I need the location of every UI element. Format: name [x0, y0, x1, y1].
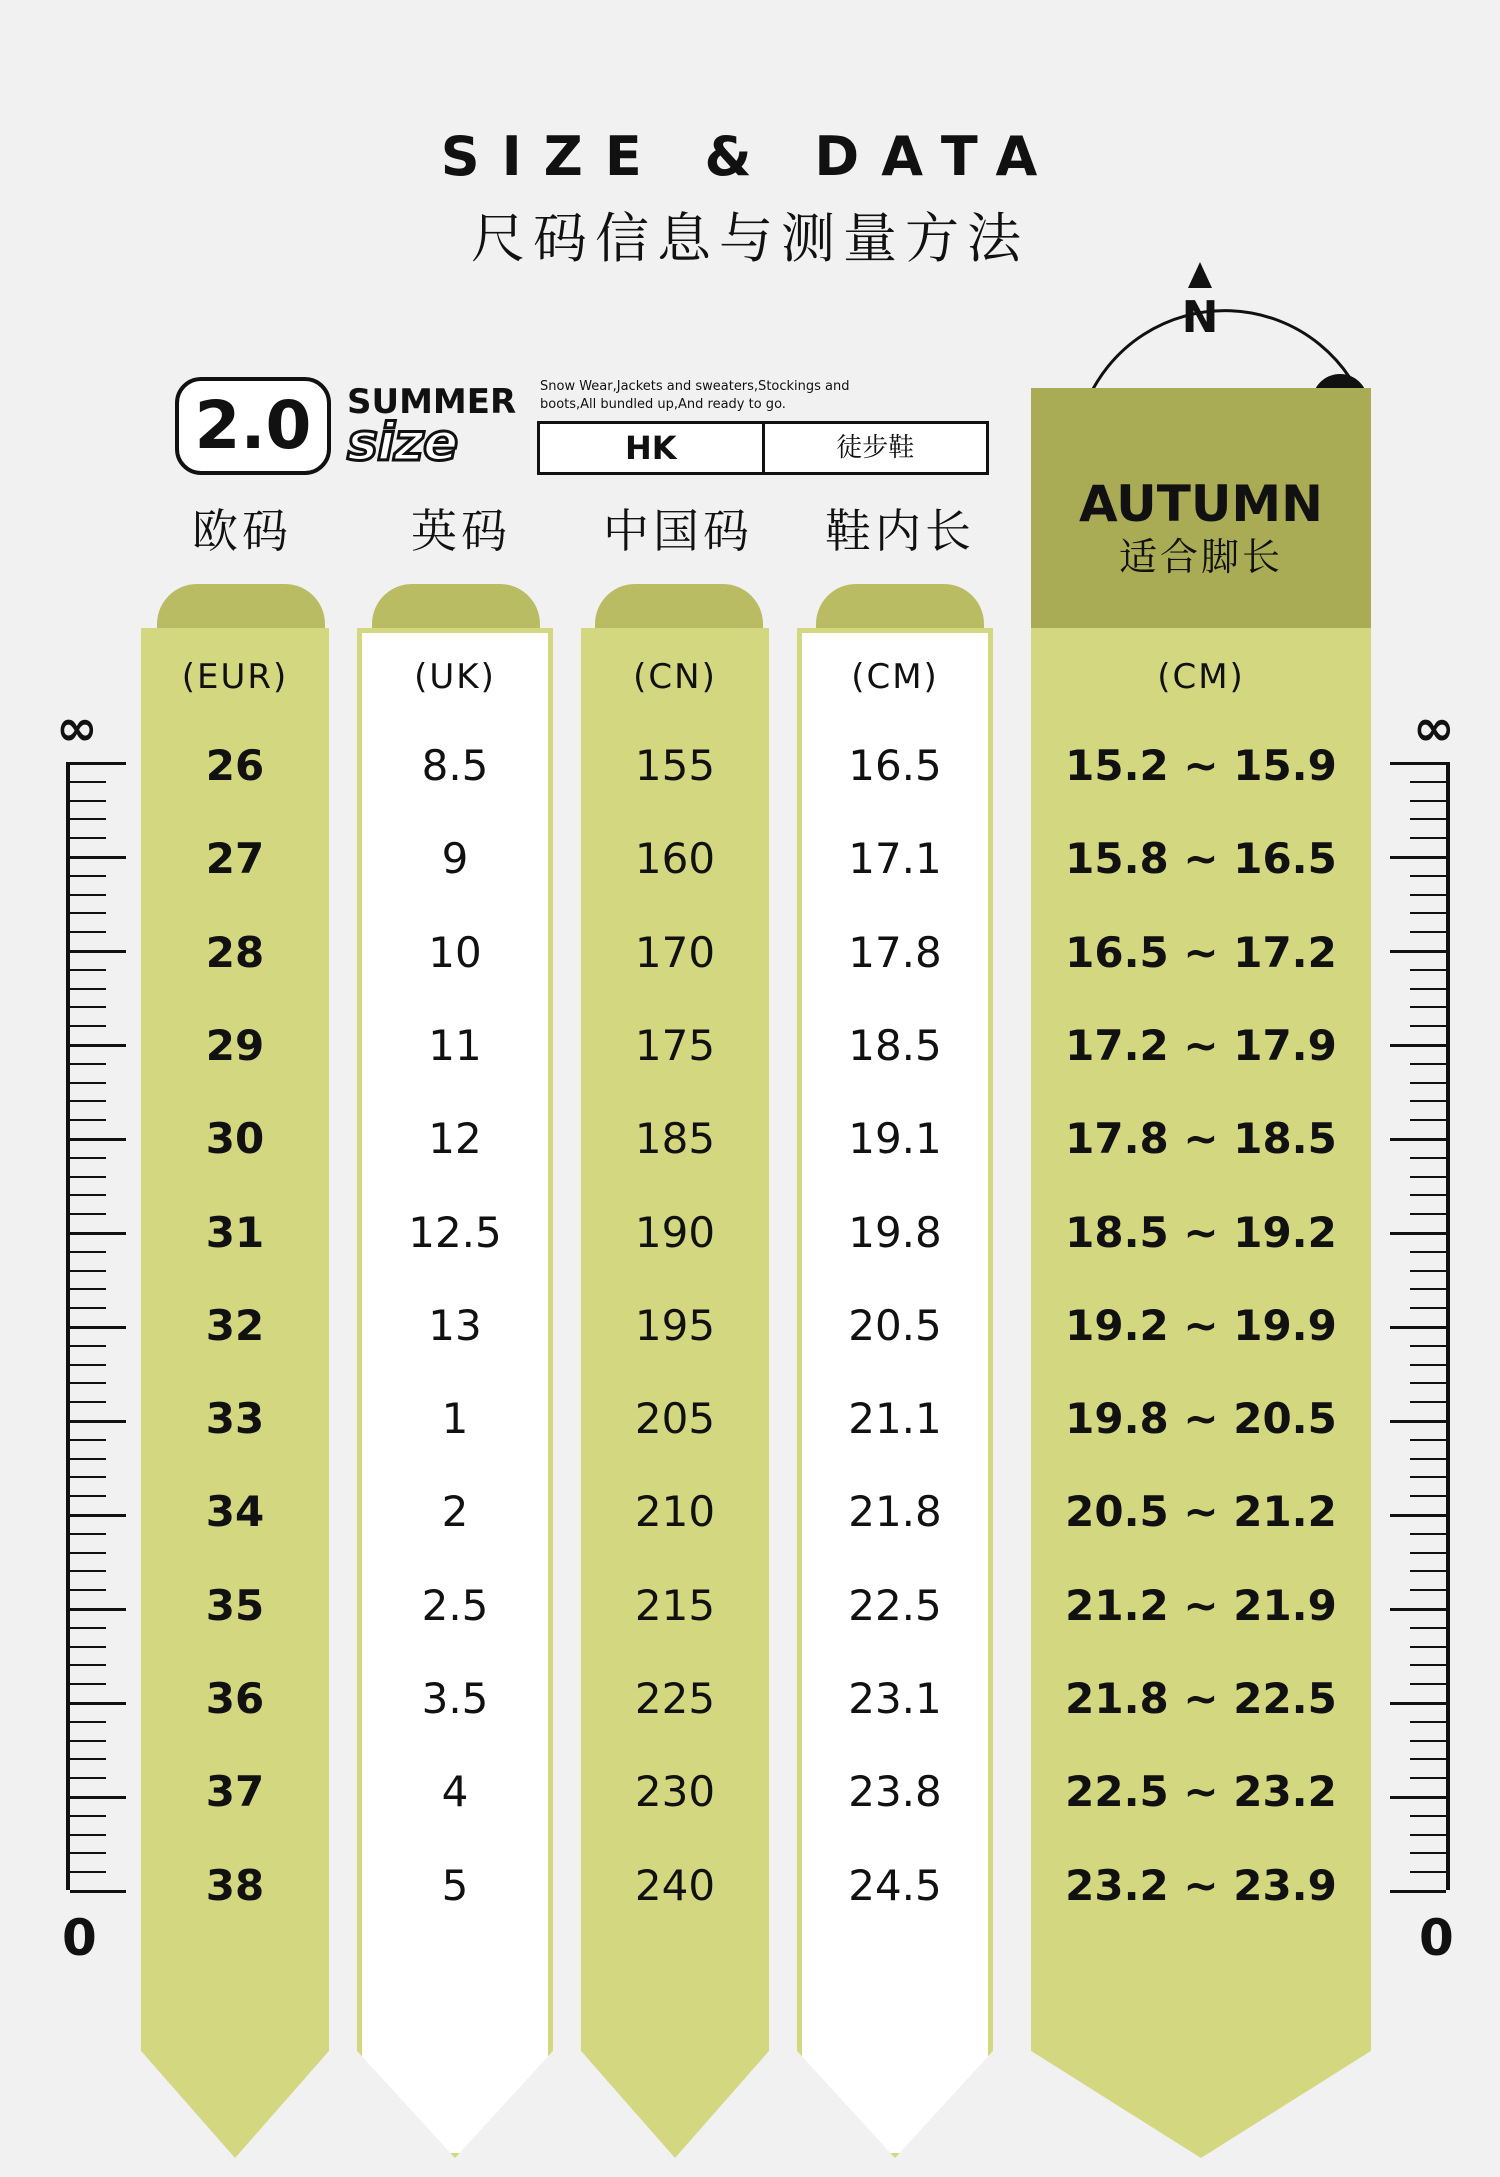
ruler-tick: [70, 1758, 106, 1760]
ruler-tick: [1390, 1608, 1446, 1611]
unit-cm: (CM): [851, 657, 939, 697]
ruler-tick: [1410, 1364, 1446, 1366]
page-title-en: SIZE & DATA: [440, 125, 1060, 188]
unit-uk: (UK): [414, 657, 496, 697]
ruler-tick: [70, 969, 106, 971]
ruler-tick: [70, 1777, 106, 1779]
unit-eur: (EUR): [181, 657, 289, 697]
ruler-tick: [1410, 1401, 1446, 1403]
ruler-tick: [70, 1552, 106, 1554]
cell-fit: 19.8 ~ 20.5: [1065, 1394, 1337, 1444]
cell-cn: 155: [634, 741, 716, 790]
ruler-tick: [70, 1345, 106, 1347]
ruler-tick: [1410, 1664, 1446, 1666]
cell-uk: 3.5: [421, 1674, 489, 1723]
cell-cn: 205: [634, 1394, 716, 1444]
ruler-tick: [70, 762, 126, 765]
ruler-tick: [70, 1514, 126, 1517]
ruler-tick: [1410, 1213, 1446, 1215]
ruler-tick: [1390, 1044, 1446, 1047]
column-header-uk: 英码: [411, 504, 511, 558]
ruler-tick: [1410, 1307, 1446, 1309]
ruler-tick: [1410, 1627, 1446, 1629]
ruler-tick: [1390, 1138, 1446, 1141]
cell-eur: 27: [205, 834, 265, 884]
ruler-tick: [1410, 1476, 1446, 1478]
ruler-tick: [70, 1420, 126, 1423]
ruler-tick: [70, 1044, 126, 1047]
cell-cn: 215: [634, 1580, 716, 1630]
ruler-tick: [70, 1138, 126, 1141]
ruler-tick: [70, 875, 106, 877]
ruler-tick: [70, 1646, 106, 1648]
ruler-tick: [1410, 1646, 1446, 1648]
hk-label-box: [537, 421, 989, 475]
cell-fit: 21.8 ~ 22.5: [1065, 1674, 1337, 1723]
ruler-tick: [1410, 931, 1446, 933]
cell-fit: 17.2 ~ 17.9: [1065, 1020, 1337, 1070]
ruler-tick: [70, 1025, 106, 1027]
ruler-tick: [1410, 1589, 1446, 1591]
ruler-left-bottom-label: 0: [62, 1909, 97, 1967]
ruler-tick: [70, 1100, 106, 1102]
ruler-tick: [70, 781, 106, 783]
cell-eur: 36: [205, 1674, 265, 1723]
cell-cm: 18.5: [848, 1020, 942, 1070]
ruler-tick: [1390, 1890, 1446, 1893]
cell-cn: 225: [634, 1674, 716, 1723]
unit-fit: (CM): [1157, 657, 1245, 697]
cell-cm: 16.5: [848, 741, 942, 790]
cell-eur: 37: [205, 1767, 265, 1817]
ruler-tick: [1410, 1815, 1446, 1817]
cell-eur: 35: [205, 1580, 265, 1630]
ruler-tick: [1410, 912, 1446, 914]
ruler-tick: [70, 818, 106, 820]
ruler-spine: [1446, 762, 1450, 1890]
ruler-tick: [1390, 1702, 1446, 1705]
ruler-tick: [70, 1458, 106, 1460]
cell-uk: 2.5: [421, 1580, 489, 1630]
ruler-tick: [70, 1796, 126, 1799]
ruler-tick: [70, 1627, 106, 1629]
cell-cm: 19.8: [848, 1207, 942, 1257]
ruler-tick: [70, 1890, 126, 1893]
ruler-tick: [70, 1288, 106, 1290]
ruler-tick: [1410, 1006, 1446, 1008]
cell-eur: 28: [205, 927, 265, 977]
cell-fit: 15.2 ~ 15.9: [1065, 741, 1337, 790]
cell-uk: 10: [428, 927, 482, 977]
ruler-tick: [70, 1664, 106, 1666]
cell-cn: 175: [634, 1020, 716, 1070]
column-tab: [372, 584, 540, 632]
ruler-tick: [1410, 1082, 1446, 1084]
ruler-tick: [70, 1740, 106, 1742]
cell-fit: 16.5 ~ 17.2: [1065, 927, 1337, 977]
column-header-eur: 欧码: [192, 504, 292, 558]
column-header-cm: 鞋内长: [825, 504, 975, 558]
cell-fit: 22.5 ~ 23.2: [1065, 1767, 1337, 1817]
ruler-tick: [70, 1495, 106, 1497]
hiking-shoe-label: 徒步鞋: [836, 433, 915, 463]
ruler-right-top-label: ∞: [1413, 699, 1455, 757]
ruler-tick: [70, 1570, 106, 1572]
ruler-tick: [1410, 1288, 1446, 1290]
ruler-tick: [1410, 1758, 1446, 1760]
ruler-tick: [1410, 1721, 1446, 1723]
cell-eur: 26: [205, 741, 265, 790]
ruler-tick: [70, 1176, 106, 1178]
ruler-tick: [70, 931, 106, 933]
ruler-tick: [1410, 1834, 1446, 1836]
ruler-tick: [1410, 837, 1446, 839]
version-badge: 2.0: [175, 377, 331, 475]
ruler-tick: [70, 1834, 106, 1836]
ruler-tick: [1410, 1740, 1446, 1742]
column-header-cn: 中国码: [603, 504, 753, 558]
column-tab: [816, 584, 984, 632]
ruler-tick: [70, 1270, 106, 1272]
cell-cm: 17.1: [848, 834, 942, 884]
cell-fit: 19.2 ~ 19.9: [1065, 1300, 1337, 1350]
ruler-tick: [1390, 762, 1446, 765]
cell-cn: 190: [634, 1207, 716, 1257]
ruler-tick: [70, 1364, 106, 1366]
ruler-tick: [1410, 1852, 1446, 1854]
cell-cn: 195: [634, 1300, 716, 1350]
hk-label: HK: [540, 424, 765, 472]
ruler-tick: [70, 894, 106, 896]
cell-cm: 20.5: [848, 1300, 942, 1350]
ruler-tick: [70, 1852, 106, 1854]
ruler-tick: [1410, 1194, 1446, 1196]
ruler-tick: [1410, 1025, 1446, 1027]
cell-fit: 18.5 ~ 19.2: [1065, 1207, 1337, 1257]
ruler-tick: [1410, 1871, 1446, 1873]
ruler-tick: [1410, 1251, 1446, 1253]
cell-uk: 2: [441, 1487, 469, 1537]
ruler-tick: [70, 1006, 106, 1008]
cell-fit: 20.5 ~ 21.2: [1065, 1487, 1337, 1537]
ruler-tick: [70, 988, 106, 990]
cell-eur: 32: [205, 1300, 265, 1350]
ruler-tick: [70, 1815, 106, 1817]
brand-blurb: Snow Wear,Jackets and sweaters,Stockings and boots,All bundled up,And ready to go.: [540, 379, 850, 412]
cell-uk: 1: [441, 1394, 469, 1444]
ruler-tick: [1410, 1345, 1446, 1347]
cell-eur: 29: [205, 1020, 265, 1070]
ruler-left-top-label: ∞: [56, 699, 98, 757]
cell-eur: 34: [205, 1487, 265, 1537]
ruler-tick: [1410, 875, 1446, 877]
ruler-tick: [1410, 818, 1446, 820]
ruler-tick: [70, 856, 126, 859]
ruler-tick: [1410, 1439, 1446, 1441]
ruler-tick: [70, 1157, 106, 1159]
ruler-tick: [1410, 988, 1446, 990]
cell-uk: 9: [441, 834, 469, 884]
ruler-tick: [1390, 1420, 1446, 1423]
cell-cm: 23.8: [848, 1767, 942, 1817]
cell-eur: 31: [205, 1207, 265, 1257]
ruler-right-bottom-label: 0: [1419, 1909, 1454, 1967]
cell-cn: 185: [634, 1114, 716, 1164]
ruler-tick: [1410, 1382, 1446, 1384]
ruler-tick: [1410, 1119, 1446, 1121]
ruler-tick: [1410, 1100, 1446, 1102]
cell-uk: 13: [428, 1300, 482, 1350]
cell-eur: 33: [205, 1394, 265, 1444]
ruler-tick: [1410, 1176, 1446, 1178]
ruler-tick: [70, 1119, 106, 1121]
cell-cn: 210: [634, 1487, 716, 1537]
ruler-tick: [70, 1439, 106, 1441]
unit-cn: (CN): [633, 657, 717, 697]
size-logo-word: size: [347, 413, 458, 473]
ruler-tick: [1410, 1777, 1446, 1779]
cell-cm: 19.1: [848, 1114, 942, 1164]
ruler-tick: [1410, 781, 1446, 783]
cell-eur: 30: [205, 1114, 265, 1164]
summer-label: SUMMER: [347, 382, 517, 422]
autumn-title: AUTUMN: [1078, 475, 1324, 533]
cell-uk: 11: [428, 1020, 482, 1070]
cell-cm: 21.8: [848, 1487, 942, 1537]
ruler-tick: [1410, 1458, 1446, 1460]
cell-fit: 21.2 ~ 21.9: [1065, 1580, 1337, 1630]
ruler-tick: [1410, 1157, 1446, 1159]
cell-uk: 4: [441, 1767, 469, 1817]
ruler-tick: [70, 1326, 126, 1329]
ruler-tick: [70, 1213, 106, 1215]
ruler-tick: [70, 1683, 106, 1685]
column-tab: [595, 584, 763, 632]
cell-uk: 8.5: [421, 741, 489, 790]
cell-uk: 5: [441, 1860, 469, 1910]
cell-uk: 12.5: [408, 1207, 502, 1257]
cell-fit: 23.2 ~ 23.9: [1065, 1860, 1337, 1910]
ruler-tick: [1390, 1796, 1446, 1799]
ruler-tick: [70, 1608, 126, 1611]
ruler-tick: [1390, 1514, 1446, 1517]
ruler-tick: [70, 1063, 106, 1065]
ruler-tick: [70, 1702, 126, 1705]
cell-cm: 17.8: [848, 927, 942, 977]
ruler-tick: [70, 1251, 106, 1253]
ruler-tick: [1410, 1270, 1446, 1272]
ruler-tick: [1410, 1063, 1446, 1065]
column-tab: [157, 584, 325, 632]
ruler-tick: [70, 1533, 106, 1535]
cell-fit: 17.8 ~ 18.5: [1065, 1114, 1337, 1164]
ruler-tick: [70, 800, 106, 802]
ruler-tick: [1410, 894, 1446, 896]
ruler-tick: [1410, 1683, 1446, 1685]
ruler-tick: [1410, 1533, 1446, 1535]
ruler-tick: [1410, 1552, 1446, 1554]
ruler-tick: [1390, 1326, 1446, 1329]
ruler-tick: [70, 1589, 106, 1591]
ruler-tick: [70, 1382, 106, 1384]
cell-cm: 23.1: [848, 1674, 942, 1723]
ruler-tick: [70, 1721, 106, 1723]
ruler-tick: [70, 1401, 106, 1403]
cell-cn: 160: [634, 834, 716, 884]
cell-uk: 12: [428, 1114, 482, 1164]
ruler-tick: [1390, 1232, 1446, 1235]
cell-cm: 24.5: [848, 1860, 942, 1910]
ruler-tick: [1410, 800, 1446, 802]
compass-north-label: N: [1181, 292, 1219, 343]
cell-cn: 230: [634, 1767, 716, 1817]
cell-eur: 38: [205, 1860, 265, 1910]
ruler-tick: [70, 1232, 126, 1235]
autumn-subtitle: 适合脚长: [1118, 535, 1283, 579]
ruler-tick: [70, 1871, 106, 1873]
ruler-tick: [70, 1194, 106, 1196]
ruler-tick: [1410, 969, 1446, 971]
ruler-tick: [70, 950, 126, 953]
ruler-tick: [70, 1082, 106, 1084]
ruler-tick: [70, 837, 106, 839]
ruler-tick: [70, 912, 106, 914]
ruler-tick: [1390, 950, 1446, 953]
cell-cn: 240: [634, 1860, 716, 1910]
ruler-tick: [70, 1476, 106, 1478]
cell-cn: 170: [634, 927, 716, 977]
cell-cm: 21.1: [848, 1394, 942, 1444]
cell-cm: 22.5: [848, 1580, 942, 1630]
cell-fit: 15.8 ~ 16.5: [1065, 834, 1337, 884]
ruler-tick: [1410, 1570, 1446, 1572]
ruler-tick: [1390, 856, 1446, 859]
ruler-tick: [1410, 1495, 1446, 1497]
ruler-tick: [70, 1307, 106, 1309]
page-title-cn: 尺码信息与测量方法: [471, 207, 1029, 270]
